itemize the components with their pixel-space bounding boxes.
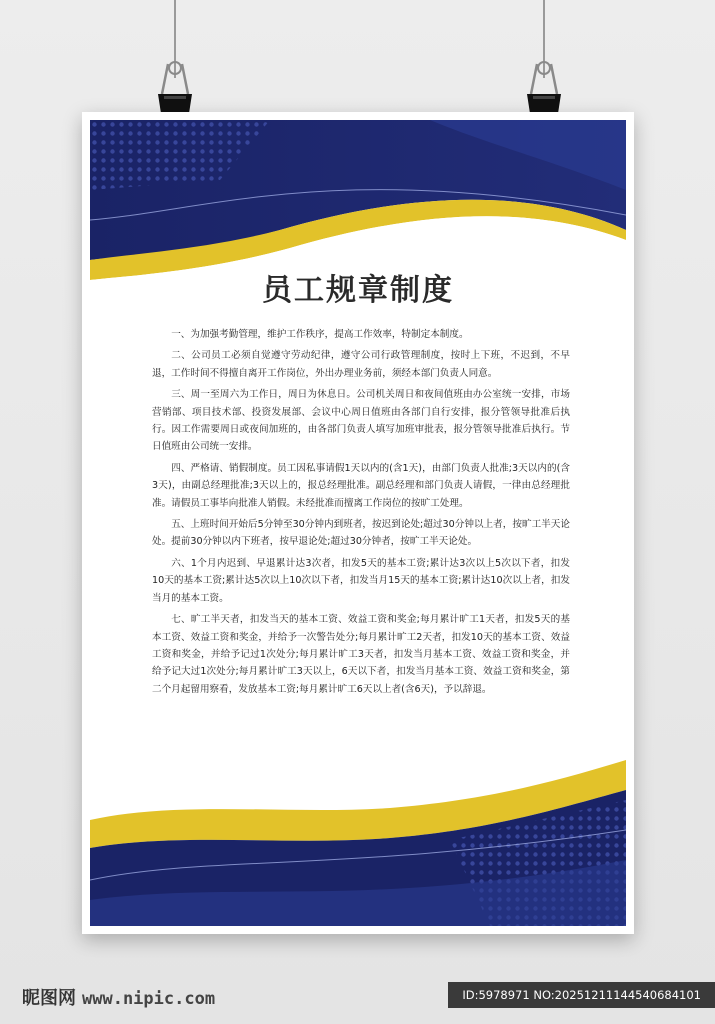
watermark-id-badge: ID:5978971 NO:20251211144540684101 bbox=[448, 982, 715, 1008]
rule-paragraph: 四、严格请、销假制度。员工因私事请假1天以内的(含1天)，由部门负责人批准;3天以内的(含3天)，由副总经理批准;3天以上的，报总经理批准。副总经理和部门负责人请假，一律由总经理批准。请假员工事毕向批准人销假。未经批准而擅离工作岗位的按旷工处理。 bbox=[152, 462, 570, 509]
watermark-site-name: 昵图网 bbox=[22, 988, 76, 1009]
rule-paragraph: 三、周一至周六为工作日，周日为休息日。公司机关周日和夜间值班由办公室统一安排，市场营销部、项目技术部、投资发展部、会议中心周日值班由各部门自行安排，报分管领导批准后执行。因工作需要周日或夜间加班的，由各部门负责人填写加班审批表，报分管领导批准后执行。节日值班由公司统一安排。 bbox=[152, 389, 570, 453]
rules-body bbox=[152, 326, 570, 702]
rule-paragraph: 一、为加强考勤管理，维护工作秩序，提高工作效率，特制定本制度。 bbox=[171, 329, 469, 340]
rule-paragraph: 六、1个月内迟到、早退累计达3次者，扣发5天的基本工资;累计达3次以上5次以下者，扣发10天的基本工资;累计达5次以上10次以下者，扣发当月15天的基本工资;累计达10次以上者，扣发当月的基本工资。 bbox=[152, 557, 570, 604]
poster-inner bbox=[90, 120, 626, 926]
rule-paragraph: 七、旷工半天者，扣发当天的基本工资、效益工资和奖金;每月累计旷工1天者，扣发5天的基本工资、效益工资和奖金，并给予一次警告处分;每月累计旷工2天者，扣发10天的基本工资、效益工资和奖金，并给予记过1次处分;每月累计旷工3天者，扣发当月基本工资、效益工资和奖金，并给予记大过1次处分;每月累计旷工3天以上，6天以下者，扣发当月基本工资、效益工资和奖金，第二个月起留用察看，发放基本工资;每月累计旷工6天以上者(含6天)，予以辞退。 bbox=[152, 614, 570, 695]
rule-paragraph: 二、公司员工必须自觉遵守劳动纪律，遵守公司行政管理制度，按时上下班，不迟到，不早退，工作时间不得擅自离开工作岗位，外出办理业务前，须经本部门负责人同意。 bbox=[152, 350, 570, 379]
bottom-wave-decoration bbox=[90, 760, 626, 926]
page-title: 员工规章制度 bbox=[262, 273, 454, 308]
rule-paragraph: 五、上班时间开始后5分钟至30分钟内到班者，按迟到论处;超过30分钟以上者，按旷工半天论处。提前30分钟以内下班者，按早退论处;超过30分钟者，按旷工半天论处。 bbox=[152, 519, 570, 548]
poster bbox=[82, 112, 634, 934]
watermark-site-url: www.nipic.com bbox=[82, 989, 216, 1009]
watermark-site bbox=[22, 984, 215, 1010]
